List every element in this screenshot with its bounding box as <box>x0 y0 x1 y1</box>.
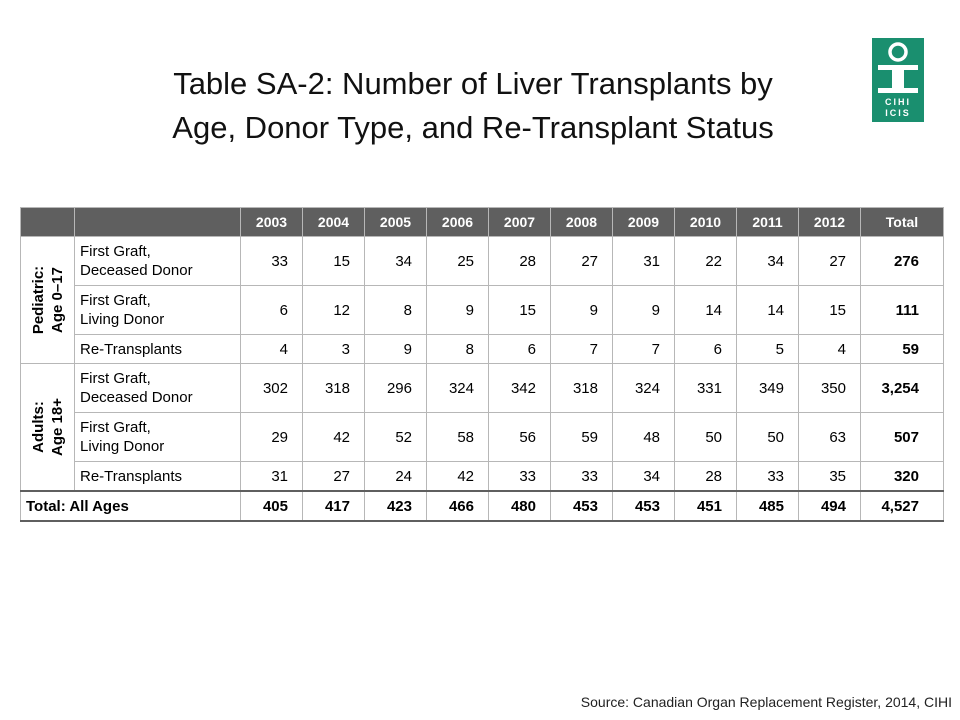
grand-total-row <box>21 491 944 521</box>
cell: 4 <box>799 335 861 364</box>
cell: 6 <box>675 335 737 364</box>
table-row <box>21 462 944 492</box>
header-blank-1 <box>21 208 75 237</box>
header-year: 2012 <box>799 208 861 237</box>
cihi-logo <box>872 38 924 122</box>
transplant-table <box>20 207 944 522</box>
cell: 5 <box>737 335 799 364</box>
cell: 59 <box>551 413 613 462</box>
cell: 33 <box>241 237 303 286</box>
row-label-line-2: Living Donor <box>80 438 165 455</box>
cell: 350 <box>799 364 861 413</box>
grand-total-cell: 453 <box>551 491 613 521</box>
table-row <box>21 237 944 286</box>
cell: 15 <box>489 286 551 335</box>
row-label-line-1: Re-Transplants <box>80 467 182 485</box>
cell: 4 <box>241 335 303 364</box>
grand-total-cell: 485 <box>737 491 799 521</box>
row-label <box>75 286 241 335</box>
cell: 34 <box>737 237 799 286</box>
cell: 33 <box>551 462 613 492</box>
grand-total-cell: 480 <box>489 491 551 521</box>
row-label <box>75 237 241 286</box>
cell: 6 <box>241 286 303 335</box>
row-label-line-1: First Graft, <box>80 243 151 260</box>
table-row <box>21 286 944 335</box>
header-year: 2005 <box>365 208 427 237</box>
header-year: 2009 <box>613 208 675 237</box>
cell: 42 <box>303 413 365 462</box>
cell: 9 <box>427 286 489 335</box>
cell: 24 <box>365 462 427 492</box>
cell: 12 <box>303 286 365 335</box>
cell: 27 <box>551 237 613 286</box>
cell: 8 <box>427 335 489 364</box>
table-row <box>21 335 944 364</box>
row-label <box>75 462 241 492</box>
cell: 28 <box>675 462 737 492</box>
row-label-line-1: Re-Transplants <box>80 340 182 358</box>
cell: 9 <box>551 286 613 335</box>
cell: 58 <box>427 413 489 462</box>
header-blank-2 <box>75 208 241 237</box>
logo-text-top: CIHI <box>885 97 911 107</box>
grand-total-cell: 494 <box>799 491 861 521</box>
row-total: 111 <box>861 286 944 335</box>
page-title <box>60 62 886 150</box>
cell: 8 <box>365 286 427 335</box>
cell: 318 <box>551 364 613 413</box>
cell: 31 <box>613 237 675 286</box>
cell: 34 <box>613 462 675 492</box>
header-year: 2004 <box>303 208 365 237</box>
cell: 324 <box>613 364 675 413</box>
header-year: 2007 <box>489 208 551 237</box>
table-row <box>21 413 944 462</box>
group-label-adults <box>21 364 75 492</box>
cell: 29 <box>241 413 303 462</box>
grand-total-cell: 417 <box>303 491 365 521</box>
cell: 34 <box>365 237 427 286</box>
cell: 9 <box>365 335 427 364</box>
cell: 31 <box>241 462 303 492</box>
cell: 50 <box>737 413 799 462</box>
cell: 33 <box>489 462 551 492</box>
cell: 33 <box>737 462 799 492</box>
row-label-line-1: First Graft, <box>80 292 151 309</box>
cell: 25 <box>427 237 489 286</box>
cell: 302 <box>241 364 303 413</box>
grand-total-cell: 453 <box>613 491 675 521</box>
cell: 349 <box>737 364 799 413</box>
row-label-line-2: Deceased Donor <box>80 262 193 279</box>
row-total: 320 <box>861 462 944 492</box>
grand-total-cell: 405 <box>241 491 303 521</box>
header-row <box>21 208 944 237</box>
grand-total-label: Total: All Ages <box>21 491 241 521</box>
cell: 22 <box>675 237 737 286</box>
grand-total-cell: 466 <box>427 491 489 521</box>
source-note: Source: Canadian Organ Replacement Register, 2014, CIHI <box>580 694 952 710</box>
group-label-pediatric <box>21 237 75 364</box>
group-line-1: Pediatric: <box>29 265 47 335</box>
cell: 27 <box>303 462 365 492</box>
grand-total-cell: 423 <box>365 491 427 521</box>
cell: 3 <box>303 335 365 364</box>
header-total: Total <box>861 208 944 237</box>
cell: 7 <box>613 335 675 364</box>
group-line-2: Age 18+ <box>48 398 66 456</box>
group-line-2: Age 0–17 <box>48 267 66 333</box>
cell: 27 <box>799 237 861 286</box>
cell: 63 <box>799 413 861 462</box>
row-label <box>75 335 241 364</box>
header-year: 2008 <box>551 208 613 237</box>
cell: 56 <box>489 413 551 462</box>
cell: 7 <box>551 335 613 364</box>
row-total: 507 <box>861 413 944 462</box>
title-line-1: Table SA-2: Number of Liver Transplants by <box>173 66 773 101</box>
cell: 48 <box>613 413 675 462</box>
header-year: 2003 <box>241 208 303 237</box>
cell: 14 <box>737 286 799 335</box>
cell: 296 <box>365 364 427 413</box>
cell: 342 <box>489 364 551 413</box>
cell: 15 <box>799 286 861 335</box>
group-line-1: Adults: <box>29 401 47 453</box>
cell: 6 <box>489 335 551 364</box>
row-label <box>75 364 241 413</box>
cell: 14 <box>675 286 737 335</box>
header-year: 2010 <box>675 208 737 237</box>
cell: 35 <box>799 462 861 492</box>
grand-total-cell: 451 <box>675 491 737 521</box>
cell: 15 <box>303 237 365 286</box>
cell: 50 <box>675 413 737 462</box>
row-label-line-2: Living Donor <box>80 311 165 328</box>
logo-text-bottom: ICIS <box>885 108 911 118</box>
row-total: 3,254 <box>861 364 944 413</box>
cell: 28 <box>489 237 551 286</box>
row-label-line-1: First Graft, <box>80 370 151 387</box>
row-total: 59 <box>861 335 944 364</box>
header-year: 2006 <box>427 208 489 237</box>
cell: 9 <box>613 286 675 335</box>
cell: 42 <box>427 462 489 492</box>
row-total: 276 <box>861 237 944 286</box>
header-year: 2011 <box>737 208 799 237</box>
cell: 331 <box>675 364 737 413</box>
row-label-line-1: First Graft, <box>80 419 151 436</box>
row-label <box>75 413 241 462</box>
grand-total-sum: 4,527 <box>861 491 944 521</box>
cell: 52 <box>365 413 427 462</box>
cell: 318 <box>303 364 365 413</box>
cell: 324 <box>427 364 489 413</box>
row-label-line-2: Deceased Donor <box>80 389 193 406</box>
table-row <box>21 364 944 413</box>
title-line-2: Age, Donor Type, and Re-Transplant Status <box>172 110 774 145</box>
